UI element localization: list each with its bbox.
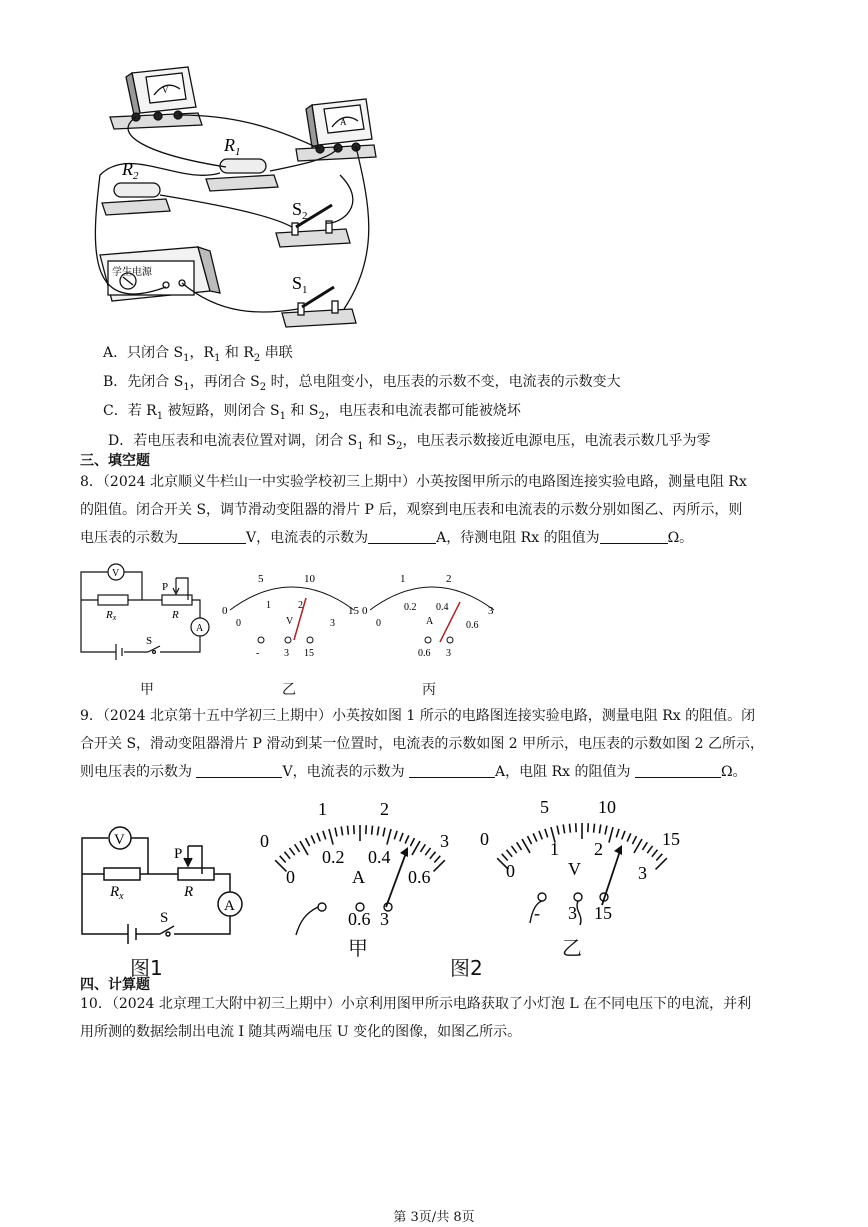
svg-text:V: V bbox=[286, 616, 294, 627]
svg-text:5: 5 bbox=[258, 573, 264, 585]
svg-text:3: 3 bbox=[284, 648, 289, 659]
svg-text:15: 15 bbox=[348, 605, 359, 617]
dial-tick bbox=[284, 852, 290, 859]
svg-text:3: 3 bbox=[488, 605, 494, 617]
svg-text:2: 2 bbox=[298, 600, 303, 611]
svg-text:3: 3 bbox=[446, 648, 451, 659]
dial-tick bbox=[410, 838, 414, 846]
q10-text: 10．（2024 北京理工大附中初三上期中）小京利用图甲所示电路获取了小灯泡 L 在不同电压下的电流，并利 用所测的数据绘制出电流 I 随其两端电压 U 变化的图像，如图乙所示。 bbox=[80, 996, 752, 1040]
v-bot-0: 0 bbox=[506, 861, 515, 881]
svg-text:P: P bbox=[162, 581, 169, 593]
dial-tick bbox=[420, 844, 425, 852]
q8-caption-yi: 乙 bbox=[282, 682, 296, 698]
supply-label: 学生电源 bbox=[112, 267, 152, 278]
dial-tick bbox=[347, 826, 348, 835]
dial-tick bbox=[533, 833, 537, 841]
svg-text:15: 15 bbox=[304, 648, 314, 659]
svg-text:A: A bbox=[224, 898, 235, 914]
dial-tick bbox=[622, 831, 625, 839]
dial-tick bbox=[569, 824, 570, 833]
v-bot-1: 1 bbox=[550, 839, 559, 859]
dial-tick bbox=[656, 854, 662, 861]
dial-tick bbox=[627, 833, 631, 841]
dial-tick bbox=[557, 826, 559, 835]
dial-tick bbox=[506, 850, 512, 857]
dial-tick bbox=[295, 844, 300, 852]
r2-label: $R_2$ bbox=[122, 159, 139, 182]
q9-circuit-diagram bbox=[78, 820, 248, 950]
a-bot-1: 0.2 bbox=[322, 847, 345, 867]
dial-tick bbox=[642, 842, 647, 850]
svg-text:0.6: 0.6 bbox=[466, 620, 479, 631]
svg-text:0: 0 bbox=[222, 605, 228, 617]
svg-text:A: A bbox=[340, 117, 347, 127]
dial-tick bbox=[647, 846, 652, 853]
dial-tick bbox=[372, 826, 373, 835]
svg-text:1: 1 bbox=[400, 573, 406, 585]
dial-tick bbox=[377, 826, 378, 835]
q9-caption-yi: 乙 bbox=[562, 936, 582, 960]
svg-text:S: S bbox=[160, 910, 169, 926]
s1-label: $S_1$ bbox=[292, 273, 308, 296]
v-bot-2: 2 bbox=[594, 839, 603, 859]
q9-ammeter-dial bbox=[256, 795, 466, 945]
r1-label: $R_1$ bbox=[224, 135, 241, 158]
dial-tick bbox=[539, 831, 542, 839]
dial-tick bbox=[616, 829, 619, 838]
dial-tick bbox=[280, 856, 286, 863]
dial-tick bbox=[605, 826, 607, 835]
dial-tick bbox=[300, 841, 308, 855]
svg-text:Rx: Rx bbox=[106, 609, 117, 622]
dial-tick bbox=[609, 827, 613, 842]
svg-text:3: 3 bbox=[330, 618, 335, 629]
dial-tick bbox=[387, 829, 391, 844]
a-top-0: 0 bbox=[260, 831, 269, 851]
dial-tick bbox=[632, 836, 636, 844]
a-bot-3: 0.6 bbox=[408, 867, 431, 887]
dial-tick bbox=[412, 841, 420, 855]
dial-tick bbox=[335, 828, 337, 837]
svg-text:-: - bbox=[256, 648, 260, 659]
q8-caption-bing: 丙 bbox=[422, 682, 436, 698]
dial-tick bbox=[425, 848, 430, 855]
v-term-3: 15 bbox=[594, 903, 612, 923]
section-fill-blank: 三、填空题 bbox=[80, 453, 150, 469]
svg-text:0.2: 0.2 bbox=[404, 602, 417, 613]
svg-text:R: R bbox=[184, 884, 194, 900]
svg-text:R: R bbox=[172, 609, 179, 621]
svg-text:0.4: 0.4 bbox=[436, 602, 449, 613]
page-footer: 第 3页/共 8页 bbox=[393, 1210, 475, 1225]
dial-tick bbox=[405, 835, 409, 843]
v-bot-3: 3 bbox=[638, 863, 647, 883]
dial-tick bbox=[528, 836, 532, 844]
dial-tick bbox=[652, 850, 658, 857]
v-term-2: 3 bbox=[568, 903, 577, 923]
v-top-1: 5 bbox=[540, 797, 549, 817]
dial-tick bbox=[511, 846, 516, 853]
svg-text:0: 0 bbox=[236, 618, 241, 629]
dial-tick bbox=[599, 824, 600, 833]
dial-tick bbox=[311, 835, 315, 843]
dial-tick bbox=[563, 824, 564, 833]
section-calculation: 四、计算题 bbox=[80, 977, 150, 993]
q9-caption-fig1: 图1 bbox=[130, 956, 163, 980]
a-top-1: 1 bbox=[318, 799, 327, 819]
svg-text:V: V bbox=[162, 85, 169, 95]
svg-text:A: A bbox=[196, 623, 204, 634]
dial-tick bbox=[323, 831, 326, 840]
dial-tick bbox=[400, 833, 403, 841]
svg-text:0: 0 bbox=[362, 605, 368, 617]
svg-text:V: V bbox=[112, 568, 120, 579]
dial-tick bbox=[430, 852, 436, 859]
dial-tick bbox=[502, 854, 508, 861]
dial-tick bbox=[317, 833, 320, 841]
a-top-2: 2 bbox=[380, 799, 389, 819]
dial-tick bbox=[289, 848, 294, 855]
a-bot-2: 0.4 bbox=[368, 847, 391, 867]
dial-tick bbox=[434, 856, 440, 863]
v-top-0: 0 bbox=[480, 829, 489, 849]
dial-tick bbox=[522, 839, 530, 853]
q8-ammeter-dial bbox=[356, 568, 508, 660]
svg-text:0.6: 0.6 bbox=[418, 648, 431, 659]
v-top-2: 10 bbox=[598, 797, 616, 817]
dial-tick bbox=[634, 839, 642, 853]
a-unit: A bbox=[352, 867, 365, 887]
dial-tick bbox=[594, 824, 595, 833]
dial-tick bbox=[329, 829, 333, 844]
dial-tick bbox=[394, 831, 397, 840]
option-c: C．若 $R_1$ 被短路，则闭合 $S_1$ 和 $S_2$，电压表和电流表都可能被烧坏 bbox=[103, 403, 521, 422]
svg-text:1: 1 bbox=[266, 600, 271, 611]
q7-circuit-figure bbox=[70, 55, 400, 345]
v-top-3: 15 bbox=[662, 829, 680, 849]
dial-tick bbox=[383, 828, 385, 837]
q9-caption-fig2: 图2 bbox=[450, 956, 483, 980]
v-unit: V bbox=[568, 859, 581, 879]
svg-text:S: S bbox=[146, 635, 153, 647]
a-term-2: 3 bbox=[380, 909, 389, 929]
svg-text:10: 10 bbox=[304, 573, 315, 585]
dial-tick bbox=[341, 826, 342, 835]
dial-tick bbox=[545, 829, 548, 838]
q8-caption-jia: 甲 bbox=[140, 682, 154, 698]
svg-text:Rx: $R_x$ bbox=[110, 884, 124, 902]
option-b: B．先闭合 $S_1$，再闭合 $S_2$ 时，总电阻变小，电压表的示数不变，电流表的示数变大 bbox=[103, 374, 621, 393]
svg-text:V: V bbox=[114, 832, 125, 848]
svg-text:A: A bbox=[426, 616, 434, 627]
option-d: D．若电压表和电流表位置对调，闭合 $S_1$ 和 $S_2$，电压表示数接近电源电压，电流表示数几乎为零 bbox=[108, 433, 711, 452]
a-bot-0: 0 bbox=[286, 867, 295, 887]
q8-circuit-diagram bbox=[76, 560, 216, 660]
q9-voltmeter-dial bbox=[474, 793, 690, 943]
q9-text: 9．（2024 北京第十五中学初三上期中）小英按如图 1 所示的电路图连接实验电路，测量电阻 Rx 的阻值。闭 合开关 S，滑动变阻器滑片 P 滑动到某一位置时，电流表的示数如图 2 甲所示，电压表的示数如图 2 乙所示， 则电压表的示数为 V，电流表的示数为 A，电阻 Rx 的阻值为 Ω。 bbox=[80, 708, 764, 780]
s2-label: $S_2$ bbox=[292, 199, 308, 222]
dial-tick bbox=[517, 842, 522, 850]
q8-voltmeter-dial bbox=[216, 568, 368, 660]
svg-text:P: P bbox=[174, 846, 183, 862]
svg-text:0: 0 bbox=[376, 618, 381, 629]
v-term-1: - bbox=[534, 903, 540, 923]
dial-tick bbox=[306, 838, 310, 846]
a-top-3: 3 bbox=[440, 831, 449, 851]
q9-caption-jia: 甲 bbox=[348, 936, 368, 960]
svg-text:2: 2 bbox=[446, 573, 452, 585]
option-a: A．只闭合 $S_1$，$R_1$ 和 $R_2$ 串联 bbox=[103, 345, 293, 364]
a-term-1: 0.6 bbox=[348, 909, 371, 929]
q8-text: 8．（2024 北京顺义牛栏山一中实验学校初三上期中）小英按图甲所示的电路图连接实验电路，测量电阻 Rx 的阻值。闭合开关 S，调节滑动变阻器的滑片 P 后，观察到电压表和电流表的示数分别如图乙、丙所示，则 电压表的示数为 V，电流表的示数为 A，待测电阻 Rx 的阻值为 Ω。 bbox=[80, 474, 747, 546]
